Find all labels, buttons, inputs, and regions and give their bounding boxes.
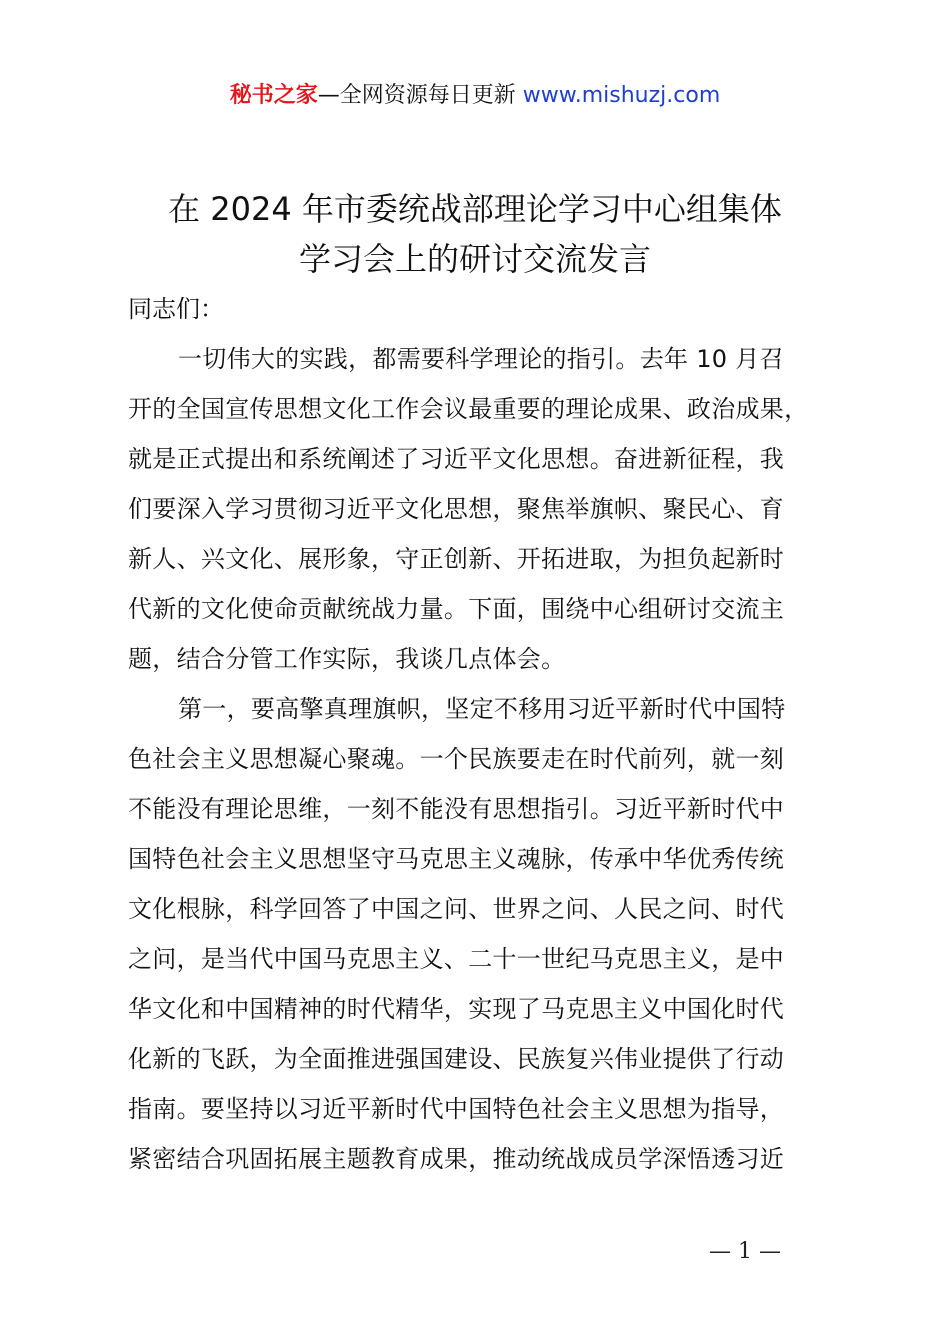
paragraph-line: 国特色社会主义思想坚守马克思主义魂脉，传承中华优秀传统: [128, 845, 785, 873]
paragraph-line: 新人、兴文化、展形象，守正创新、开拓进取，为担负起新时: [128, 545, 785, 573]
paragraph-line: 色社会主义思想凝心聚魂。一个民族要走在时代前列，就一刻: [128, 745, 785, 773]
paragraph-line: 们要深入学习贯彻习近平文化思想，聚焦举旗帜、聚民心、育: [128, 495, 785, 523]
paragraph-line: 之问，是当代中国马克思主义、二十一世纪马克思主义，是中: [128, 945, 785, 973]
salutation: 同志们：: [128, 295, 224, 323]
paragraph-line: 第一，要高擎真理旗帜，坚定不移用习近平新时代中国特: [178, 695, 786, 723]
document-title: [0, 184, 950, 284]
paragraph-line: 指南。要坚持以习近平新时代中国特色社会主义思想为指导，: [128, 1095, 785, 1123]
paragraph-line: 就是正式提出和系统阐述了习近平文化思想。奋进新征程，我: [128, 445, 785, 473]
title-line-1: 在 2024 年市委统战部理论学习中心组集体: [168, 190, 782, 228]
paragraph-line: 题，结合分管工作实际，我谈几点体会。: [128, 645, 566, 673]
site-header: [0, 80, 950, 112]
paragraph-line: 华文化和中国精神的时代精华，实现了马克思主义中国化时代: [128, 995, 785, 1023]
paragraph-line: 代新的文化使命贡献统战力量。下面，围绕中心组研讨交流主: [128, 595, 785, 623]
header-tagline: —全网资源每日更新: [317, 83, 516, 108]
header-brand: 秘书之家: [229, 83, 318, 108]
title-line-2: 学习会上的研讨交流发言: [298, 240, 651, 278]
paragraph-line: 一切伟大的实践，都需要科学理论的指引。去年 10 月召: [178, 345, 784, 373]
paragraph-line: 化新的飞跃，为全面推进强国建设、民族复兴伟业提供了行动: [128, 1045, 785, 1073]
page-number: — 1 —: [709, 1239, 781, 1264]
paragraph-2: [128, 684, 834, 1184]
document-body: [128, 284, 834, 1184]
header-url-link[interactable]: www.mishuzj.com: [522, 83, 721, 108]
paragraph-line: 文化根脉，科学回答了中国之问、世界之问、人民之问、时代: [128, 895, 785, 923]
paragraph-line: 紧密结合巩固拓展主题教育成果，推动统战成员学深悟透习近: [128, 1145, 785, 1173]
paragraph-line: 开的全国宣传思想文化工作会议最重要的理论成果、政治成果，: [128, 395, 809, 423]
paragraph-line: 不能没有理论思维，一刻不能没有思想指引。习近平新时代中: [128, 795, 785, 823]
paragraph-1: [128, 334, 834, 684]
